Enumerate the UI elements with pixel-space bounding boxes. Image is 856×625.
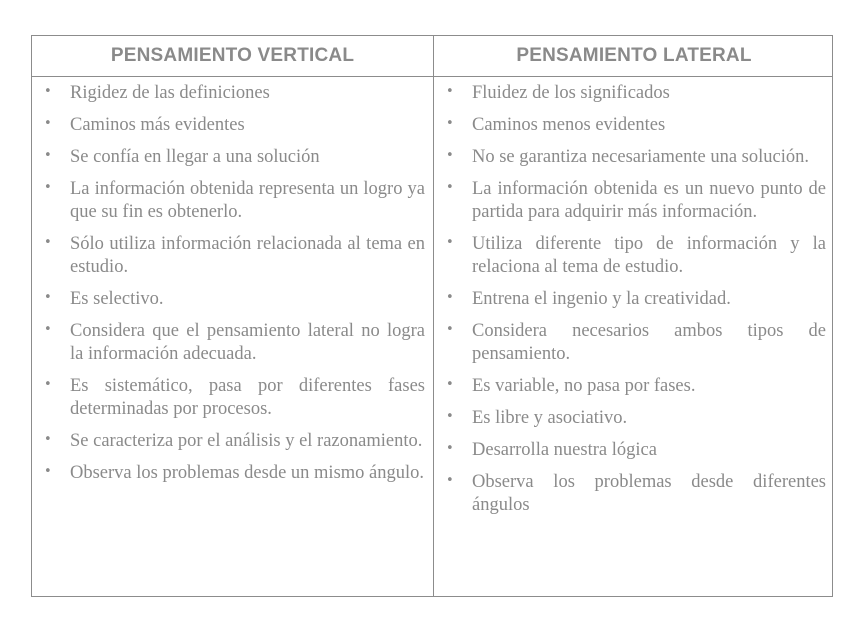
item-text: No se garantiza necesariamente una solución. (472, 147, 809, 167)
header-lateral: PENSAMIENTO LATERAL (516, 45, 752, 66)
bullet-icon: • (446, 180, 454, 195)
bullet-icon: • (44, 180, 52, 195)
bullet-icon: • (44, 377, 52, 392)
list-item (442, 114, 826, 137)
item-text: Es libre y asociativo. (472, 408, 628, 428)
vertical-list (40, 82, 425, 494)
item-text: Sólo utiliza información relacionada al tema en estudio. (70, 234, 425, 277)
item-text: Fluidez de los significados (472, 83, 670, 103)
item-text: Rigidez de las definiciones (70, 83, 270, 103)
list-item (40, 82, 425, 105)
bullet-icon: • (446, 441, 454, 456)
item-text: Caminos más evidentes (70, 115, 245, 135)
bullet-icon: • (44, 148, 52, 163)
bullet-icon: • (44, 432, 52, 447)
item-text: Utiliza diferente tipo de información y la relaciona al tema de estudio. (472, 234, 826, 277)
list-item (442, 471, 826, 517)
item-text: La información obtenida es un nuevo punto de partida para adquirir más información. (472, 179, 826, 222)
bullet-icon: • (446, 84, 454, 99)
item-text: La información obtenida representa un logro ya que su fin es obtenerlo. (70, 179, 425, 222)
bullet-icon: • (446, 473, 454, 488)
item-text: Considera que el pensamiento lateral no logra la información adecuada. (70, 321, 425, 364)
list-item (40, 375, 425, 421)
bullet-icon: • (446, 377, 454, 392)
list-item (442, 146, 826, 169)
list-item (442, 82, 826, 105)
list-item (442, 233, 826, 279)
bullet-icon: • (446, 148, 454, 163)
bullet-icon: • (446, 290, 454, 305)
item-text: Considera necesarios ambos tipos de pensamiento. (472, 321, 826, 364)
bullet-icon: • (446, 409, 454, 424)
list-item (442, 439, 826, 462)
list-item (40, 178, 425, 224)
item-text: Es variable, no pasa por fases. (472, 376, 696, 396)
lateral-list (442, 82, 826, 526)
bullet-icon: • (446, 235, 454, 250)
list-item (442, 178, 826, 224)
item-text: Observa los problemas desde un mismo ángulo. (70, 463, 425, 483)
bullet-icon: • (44, 290, 52, 305)
list-item (442, 288, 826, 311)
bullet-icon: • (446, 322, 454, 337)
bullet-icon: • (44, 464, 52, 479)
list-item (40, 430, 425, 453)
item-text: Es selectivo. (70, 289, 164, 309)
list-item (40, 320, 425, 366)
item-text: Caminos menos evidentes (472, 115, 666, 135)
column-divider (433, 36, 434, 596)
bullet-icon: • (44, 235, 52, 250)
comparison-table (31, 35, 833, 597)
list-item (40, 233, 425, 279)
bullet-icon: • (446, 116, 454, 131)
bullet-icon: • (44, 116, 52, 131)
list-item (442, 320, 826, 366)
list-item (442, 407, 826, 430)
item-text: Desarrolla nuestra lógica (472, 440, 657, 460)
list-item (40, 114, 425, 137)
list-item (40, 146, 425, 169)
item-text: Observa los problemas desde diferentes ángulos (472, 472, 826, 515)
bullet-icon: • (44, 84, 52, 99)
list-item (40, 288, 425, 311)
item-text: Se confía en llegar a una solución (70, 147, 320, 167)
list-item (40, 462, 425, 485)
item-text: Se caracteriza por el análisis y el razonamiento. (70, 431, 423, 451)
item-text: Es sistemático, pasa por diferentes fases determinadas por procesos. (70, 376, 425, 419)
header-divider (32, 76, 832, 77)
item-text: Entrena el ingenio y la creatividad. (472, 289, 731, 309)
list-item (442, 375, 826, 398)
bullet-icon: • (44, 322, 52, 337)
header-vertical: PENSAMIENTO VERTICAL (110, 45, 355, 66)
